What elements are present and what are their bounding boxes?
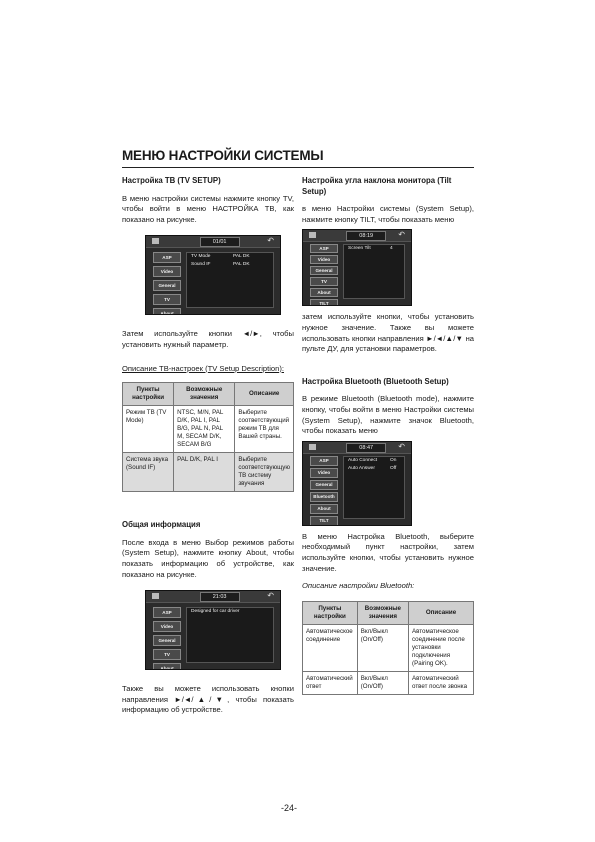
home-icon bbox=[152, 593, 159, 599]
menu-item: General bbox=[153, 635, 181, 646]
screen-row: Sound IF PAL DK bbox=[191, 262, 250, 268]
table-header: Описание bbox=[235, 383, 294, 406]
menu-item: ASP bbox=[153, 607, 181, 618]
tv-table-caption: Описание ТВ-настроек (TV Setup Description): bbox=[122, 363, 284, 373]
table-row: Автоматический ответ Вкл/Выкл (On/Off) Автоматический ответ после звонка bbox=[303, 671, 474, 694]
menu-item: TILT bbox=[310, 516, 338, 526]
home-icon bbox=[309, 444, 316, 450]
left-column bbox=[122, 176, 294, 716]
tilt-screenshot bbox=[302, 229, 412, 306]
general-after: Также вы можете использовать кнопки направления ►/◄/▲/▼, чтобы показать информацию об устройстве. bbox=[122, 684, 294, 715]
menu-item: Video bbox=[310, 468, 338, 478]
table-header: Возможные значения bbox=[357, 601, 408, 624]
menu-item: General bbox=[153, 280, 181, 291]
menu-item: Video bbox=[310, 255, 338, 264]
screen-time: 21:03 bbox=[200, 592, 240, 602]
menu-item: TV bbox=[153, 649, 181, 660]
bluetooth-table-caption: Описание настройки Bluetooth: bbox=[302, 581, 415, 591]
back-icon: ↶ bbox=[267, 591, 274, 601]
home-icon bbox=[309, 232, 316, 238]
screen-panel bbox=[186, 607, 274, 663]
menu-item: About bbox=[310, 504, 338, 514]
screen-panel bbox=[343, 456, 405, 519]
screen-row: TV Mode PAL DK bbox=[191, 254, 250, 260]
menu-item: ASP bbox=[310, 456, 338, 466]
table-header: Описание bbox=[409, 601, 474, 624]
menu-item: About bbox=[310, 288, 338, 297]
back-icon: ↶ bbox=[398, 441, 405, 451]
bluetooth-title: Настройка Bluetooth (Bluetooth Setup) bbox=[302, 376, 449, 386]
table-header: Возможные значения bbox=[174, 383, 235, 406]
page-number: -24- bbox=[281, 803, 298, 813]
screen-menu bbox=[153, 252, 181, 315]
screen-topbar bbox=[146, 591, 280, 603]
screen-row: Screen Tilt 4 bbox=[348, 246, 393, 252]
screen-panel bbox=[186, 252, 274, 308]
bluetooth-table bbox=[302, 601, 474, 695]
tv-setup-after: Затем используйте кнопки ◄/►, чтобы установить нужный параметр. bbox=[122, 329, 294, 349]
screen-time: 08:19 bbox=[346, 231, 386, 241]
menu-item: TV bbox=[153, 294, 181, 305]
back-icon: ↶ bbox=[267, 236, 274, 246]
tv-setup-screenshot bbox=[145, 235, 281, 315]
screen-row: Auto Connect On bbox=[348, 457, 397, 463]
tv-setup-intro: В меню настройки системы нажмите кнопку TV, чтобы войти в меню НАСТРОЙКА ТВ, как показано на рисунке. bbox=[122, 193, 294, 224]
table-header: Пункты настройки bbox=[303, 601, 358, 624]
screen-row: Designed for car driver bbox=[191, 609, 240, 615]
general-title: Общая информация bbox=[122, 520, 201, 530]
menu-item: Bluetooth bbox=[310, 492, 338, 502]
screen-time: 08:47 bbox=[346, 443, 386, 453]
menu-item: TV bbox=[310, 277, 338, 286]
screen-time: 01/01 bbox=[200, 237, 240, 247]
screen-menu bbox=[310, 456, 338, 526]
screen-menu bbox=[310, 244, 338, 306]
table-row: Система звука (Sound IF) PAL D/K, PAL I Выберите соответствующую ТВ систему звучания bbox=[123, 453, 294, 492]
menu-item: Video bbox=[153, 266, 181, 277]
table-row: Автоматическое соединение Вкл/Выкл (On/Off) Автоматическое соединение после установки подключения (Pairing OK). bbox=[303, 624, 474, 671]
tv-setup-title: Настройка ТВ (TV SETUP) bbox=[122, 176, 221, 185]
menu-item: General bbox=[310, 266, 338, 275]
general-screenshot bbox=[145, 590, 281, 670]
tilt-title: Настройка угла наклона монитора (Tilt Setup) bbox=[302, 176, 452, 196]
bluetooth-intro: В режиме Bluetooth (Bluetooth mode), нажмите кнопку, чтобы войти в меню Настройки системы (System Setup), нажмите значок Bluetooth, чтобы показать меню bbox=[302, 394, 474, 436]
menu-item: TILT bbox=[310, 299, 338, 306]
back-icon: ↶ bbox=[398, 230, 405, 240]
tv-setup-table bbox=[122, 382, 294, 492]
menu-item: ASP bbox=[310, 244, 338, 253]
screen-panel bbox=[343, 244, 405, 299]
screen-topbar bbox=[303, 230, 411, 242]
menu-item: About bbox=[153, 308, 181, 315]
tilt-intro: в меню Настройки системы (System Setup), нажмите кнопку TILT, чтобы показать меню bbox=[302, 204, 474, 224]
table-header: Пункты настройки bbox=[123, 383, 174, 406]
table-row: Режим ТВ (TV Mode) NTSC, M/N, PAL D/K, PAL I, PAL B/G, PAL N, PAL M, SECAM D/K, SECAM B/G Выберите соответствующий режим ТВ для Вашей страны. bbox=[123, 406, 294, 453]
menu-item: Video bbox=[153, 621, 181, 632]
right-column bbox=[302, 176, 474, 695]
menu-item: About bbox=[153, 663, 181, 670]
tilt-after: затем используйте кнопки, чтобы установить нужное значение. Также вы можете использовать кнопки направления ►/◄/▲/▼ на пульте ДУ, для установки параметров. bbox=[302, 312, 474, 354]
bluetooth-screenshot bbox=[302, 441, 412, 526]
screen-topbar bbox=[146, 236, 280, 248]
screen-menu bbox=[153, 607, 181, 670]
heading-divider bbox=[122, 167, 474, 168]
home-icon bbox=[152, 238, 159, 244]
bluetooth-after: В меню Настройка Bluetooth, выберите необходимый пункт настройки, затем используйте кнопки, чтобы установить нужное значение. bbox=[302, 531, 474, 573]
menu-item: ASP bbox=[153, 252, 181, 263]
screen-row: Auto Answer Off bbox=[348, 465, 397, 471]
screen-topbar bbox=[303, 442, 411, 454]
page-heading: МЕНЮ НАСТРОЙКИ СИСТЕМЫ bbox=[122, 148, 324, 163]
menu-item: General bbox=[310, 480, 338, 490]
general-intro: После входа в меню Выбор режимов работы (System Setup), нажмите кнопку About, чтобы показать информацию об устройстве, как показано на рисунке. bbox=[122, 537, 294, 579]
